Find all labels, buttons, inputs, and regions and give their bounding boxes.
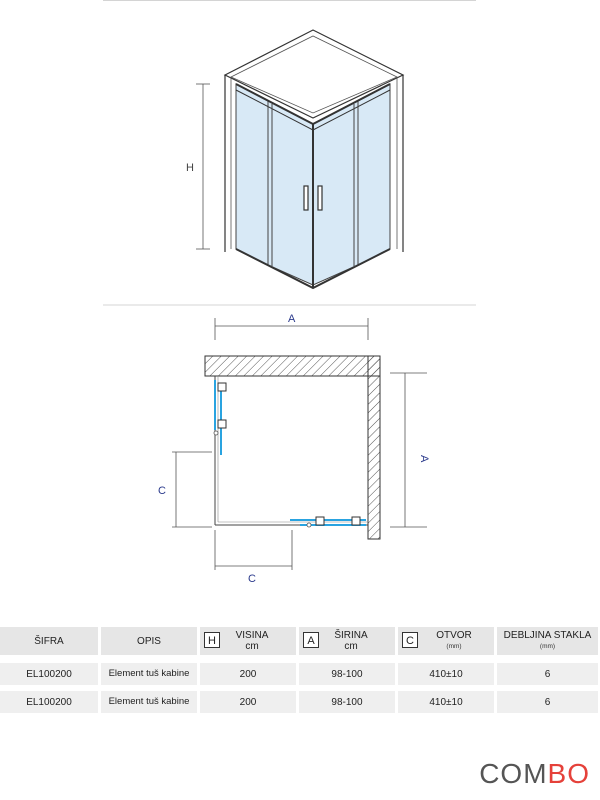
shower-3d-view [225,30,403,288]
header-sirina: ŠIRINA [334,630,368,641]
row-debljina: 6 [544,697,551,708]
door-dimension-bottom [215,530,292,585]
row-sifra: EL100200 [26,669,72,680]
header-debljina-unit: (mm) [539,643,556,650]
header-debljina-cell [497,627,598,655]
width-dimension-side [390,373,430,527]
header-sifra: ŠIFRA [34,636,64,647]
header-visina: VISINA [235,630,269,641]
header-opis: OPIS [137,636,161,647]
width-label-top: A [288,313,296,325]
header-sifra-cell [0,627,98,655]
shower-plan-view [205,356,380,539]
height-label: H [186,162,194,174]
header-sirina-cell [299,627,395,655]
header-opis-cell [101,627,197,655]
row-sirina: 98-100 [331,697,363,708]
door-label-bottom: C [248,573,256,585]
row-opis: Element tuš kabine [108,696,190,707]
row-visina: 200 [239,669,257,680]
door-dimension-side [158,452,212,527]
row-otvor: 410±10 [429,669,463,680]
row-sirina: 98-100 [331,669,363,680]
header-sirina-letter: A [303,632,319,648]
header-otvor-unit: (mm) [446,643,462,650]
row-visina: 200 [239,697,257,708]
row-sifra: EL100200 [26,697,72,708]
logo-text-part2: BO [547,758,590,789]
header-visina-letter: H [204,632,220,648]
width-label-side: A [418,455,430,463]
header-visina-cell [200,627,296,655]
row-opis: Element tuš kabine [108,668,190,679]
height-dimension [186,84,210,249]
width-dimension-top [215,313,368,340]
header-otvor-cell [398,627,494,655]
header-debljina: DEBLJINA STAKLA [503,630,592,641]
header-otvor: OTVOR [436,630,472,641]
door-label-side: C [158,485,166,497]
header-visina-unit: cm [245,641,259,652]
row-debljina: 6 [544,669,551,680]
logo-text-part1: COM [479,758,548,789]
row-otvor: 410±10 [429,697,463,708]
combo-logo [479,758,590,790]
header-sirina-unit: cm [344,641,358,652]
header-otvor-letter: C [402,632,418,648]
